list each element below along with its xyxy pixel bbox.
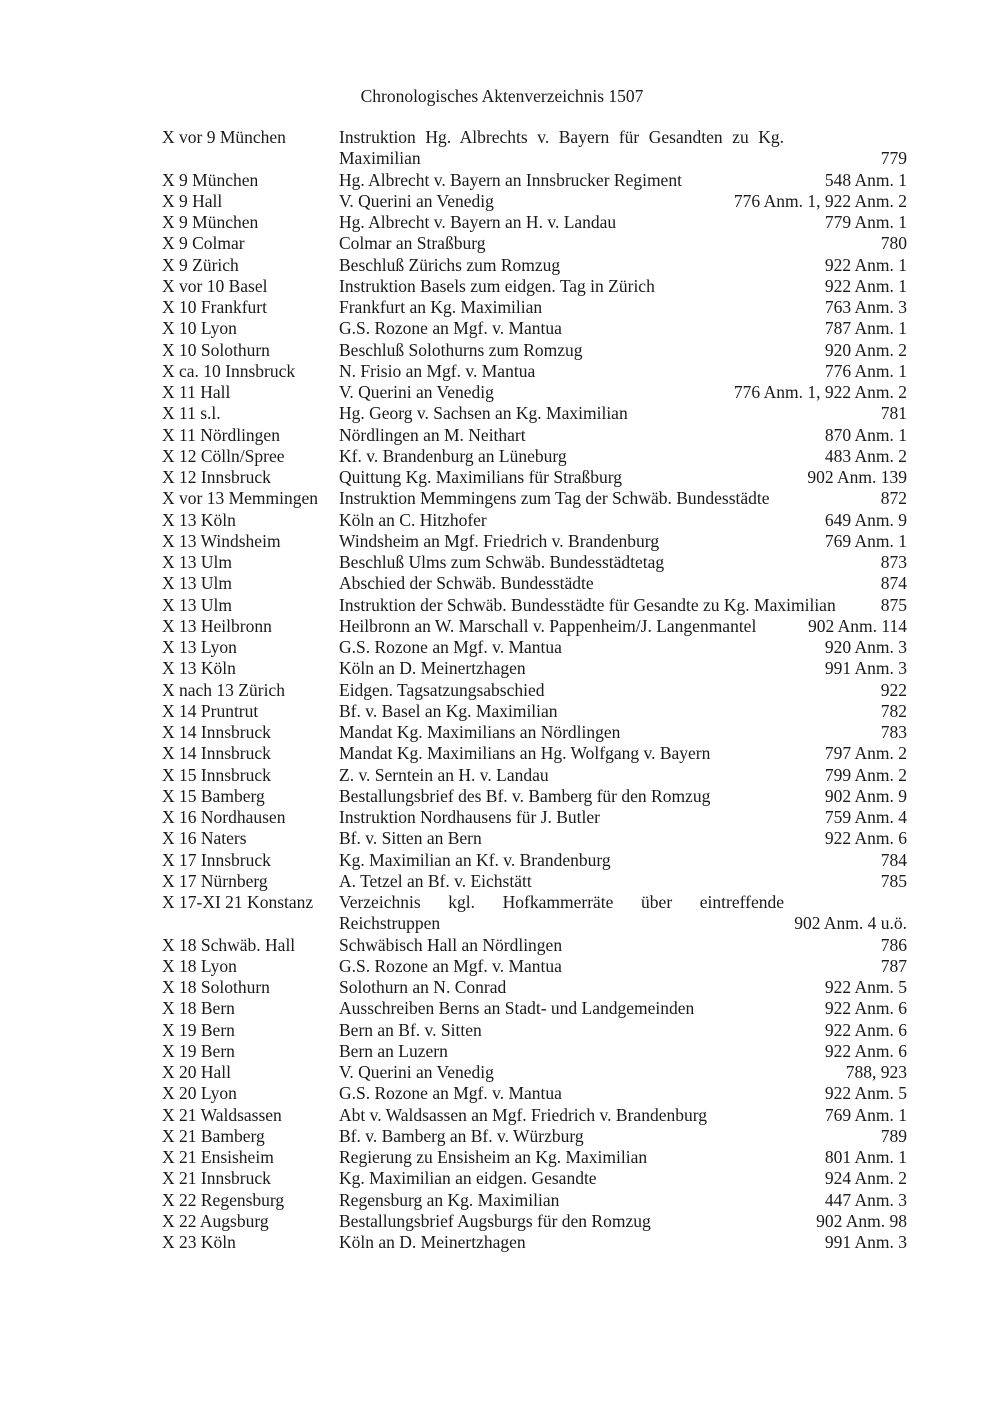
entry-description: V. Querini an Venedig [339,382,494,402]
list-item [162,318,907,339]
entry-date: X 10 Lyon [162,318,237,339]
entry-date: X ca. 10 Innsbruck [162,360,296,381]
entry-date: X 11 s.l. [162,403,221,424]
entry-description: Regensburg an Kg. Maximilian [339,1189,560,1210]
entry-description: Bestallungsbrief des Bf. v. Bamberg für den Romzug [339,785,711,806]
list-item [162,892,907,935]
entry-reference: 922 Anm. 1 [824,275,907,296]
entry-description: Köln an D. Meinertzhagen [339,658,526,679]
entry-date: X 13 Köln [162,658,236,679]
entry-reference: 769 Anm. 1 [824,530,907,551]
entry-reference: 763 Anm. 3 [824,297,907,317]
entry-reference: 786 [880,934,907,955]
entry-reference: 991 Anm. 3 [824,1232,907,1252]
entry-date: X 21 Ensisheim [162,1147,274,1167]
list-item [162,170,907,191]
entry-description: Z. v. Serntein an H. v. Landau [339,764,549,785]
entry-reference: 483 Anm. 2 [824,445,907,466]
entry-reference: 769 Anm. 1 [824,1104,907,1125]
entry-date: X 19 Bern [162,1019,235,1040]
list-item [162,1062,907,1083]
entry-date: X 10 Frankfurt [162,297,267,317]
entry-description: Schwäbisch Hall an Nördlingen [339,934,563,955]
entry-reference: 870 Anm. 1 [824,424,907,445]
entry-reference: 548 Anm. 1 [824,169,907,190]
entry-description: Nördlingen an M. Neithart [339,424,526,445]
entry-description: Bf. v. Basel an Kg. Maximilian [339,700,558,721]
list-item [162,1211,907,1232]
entry-description: Bestallungsbrief Augsburgs für den Romzug [339,1210,651,1231]
entry-description: Köln an C. Hitzhofer [339,509,487,530]
entry-reference: 780 [880,233,907,254]
entry-reference: 902 Anm. 9 [824,785,907,806]
entry-description: Kg. Maximilian an Kf. v. Brandenburg [339,849,611,870]
entry-description: Instruktion der Schwäb. Bundesstädte für Gesandte zu Kg. Maximilian [339,594,836,615]
list-item [162,510,907,531]
entry-date: X 17 Nürnberg [162,870,268,891]
list-item [162,467,907,488]
entry-reference: 759 Anm. 4 [824,807,907,827]
entry-reference: 787 Anm. 1 [824,318,907,339]
entry-date: X 13 Ulm [162,552,232,572]
entry-reference: 922 [880,679,907,700]
entry-reference: 784 [880,849,907,870]
entry-date: X 9 Zürich [162,254,239,275]
entry-date: X 16 Nordhausen [162,807,286,827]
entry-description: Regierung zu Ensisheim an Kg. Maximilian [339,1147,648,1167]
entry-description: Instruktion Basels zum eidgen. Tag in Zürich [339,275,655,296]
entry-description: Bf. v. Bamberg an Bf. v. Würzburg [339,1125,584,1146]
entry-reference: 922 Anm. 6 [824,1019,907,1040]
entry-date: X 18 Schwäb. Hall [162,934,296,955]
list-item [162,977,907,998]
entry-description: A. Tetzel an Bf. v. Eichstätt [339,870,532,891]
entry-date: X vor 13 Memmingen [162,488,319,509]
list-item [162,361,907,382]
entry-reference: 797 Anm. 2 [824,743,907,764]
list-item [162,1020,907,1041]
entry-reference: 920 Anm. 2 [824,339,907,360]
entry-reference: 781 [880,403,907,424]
entry-reference: 873 [880,552,907,572]
entry-reference: 782 [880,700,907,721]
list-item [162,425,907,446]
list-item [162,680,907,701]
entry-date: X 21 Innsbruck [162,1168,271,1189]
entry-date: X 19 Bern [162,1040,235,1061]
list-item [162,233,907,254]
list-item [162,1190,907,1211]
entry-reference: 872 [880,488,907,509]
entry-description: Hg. Albrecht v. Bayern an H. v. Landau [339,212,617,232]
entry-description: N. Frisio an Mgf. v. Mantua [339,360,536,381]
entry-date: X 20 Lyon [162,1083,237,1104]
list-item [162,722,907,743]
entry-description: V. Querini an Venedig [339,190,494,211]
entry-reference: 649 Anm. 9 [824,509,907,530]
entry-date: X 11 Nördlingen [162,424,280,445]
entry-description: Quittung Kg. Maximilians für Straßburg [339,467,623,487]
list-item [162,998,907,1019]
entry-date: X vor 10 Basel [162,275,268,296]
entry-date: X 9 München [162,169,259,190]
entry-description: Bf. v. Sitten an Bern [339,828,482,849]
list-item [162,297,907,318]
list-item [162,1168,907,1189]
list-item [162,531,907,552]
list-item [162,765,907,786]
entry-description: Ausschreiben Berns an Stadt- und Landgemeinden [339,998,695,1019]
entry-description: G.S. Rozone an Mgf. v. Mantua [339,1083,562,1104]
entry-reference: 922 Anm. 5 [824,977,907,997]
entry-description: G.S. Rozone an Mgf. v. Mantua [339,318,562,339]
entry-date: X 16 Naters [162,828,247,849]
list-item [162,701,907,722]
list-item [162,637,907,658]
entry-date: X 18 Solothurn [162,977,270,997]
list-item [162,276,907,297]
entry-date: X 15 Bamberg [162,785,265,806]
list-item [162,850,907,871]
list-item [162,488,907,509]
entry-description: Kf. v. Brandenburg an Lüneburg [339,445,567,466]
entry-date: X 13 Köln [162,509,236,530]
list-item [162,1083,907,1104]
entry-description: Mandat Kg. Maximilians an Nördlingen [339,722,621,742]
entry-date: X 22 Regensburg [162,1189,285,1210]
entry-reference: 779 [880,148,907,169]
entry-reference: 902 Anm. 4 u.ö. [794,913,907,934]
entry-date: X 12 Cölln/Spree [162,445,285,466]
entry-reference: 785 [880,870,907,891]
entry-reference: 920 Anm. 3 [824,637,907,657]
list-item [162,956,907,977]
list-item [162,573,907,594]
entry-list [162,127,907,1253]
entry-reference: 922 Anm. 1 [824,254,907,275]
list-item [162,807,907,828]
entry-reference: 787 [880,955,907,976]
entry-reference: 776 Anm. 1 [824,360,907,381]
list-item [162,403,907,424]
list-item [162,127,907,170]
entry-reference: 874 [880,573,907,594]
entry-description: Bern an Bf. v. Sitten [339,1019,482,1040]
entry-description: Instruktion Hg. Albrechts v. Bayern für Gesandten zu Kg. Maximilian [339,127,784,169]
list-item [162,935,907,956]
entry-description: Instruktion Memmingens zum Tag der Schwäb. Bundesstädte [339,488,770,509]
entry-date: X 12 Innsbruck [162,467,271,487]
entry-description: Verzeichnis kgl. Hofkammerräte über eintreffende Reichstruppen [339,892,784,934]
list-item [162,658,907,679]
entry-date: X 11 Hall [162,382,231,402]
entry-description: Heilbronn an W. Marschall v. Pappenheim/J. Langenmantel [339,615,757,636]
list-item [162,212,907,233]
entry-description: Solothurn an N. Conrad [339,977,507,997]
entry-description: Colmar an Straßburg [339,233,486,254]
entry-reference: 902 Anm. 139 [807,467,907,487]
list-item [162,382,907,403]
entry-description: Instruktion Nordhausens für J. Butler [339,807,601,827]
entry-date: X 13 Ulm [162,573,232,594]
entry-description: Hg. Georg v. Sachsen an Kg. Maximilian [339,403,628,424]
entry-reference: 801 Anm. 1 [824,1147,907,1167]
entry-reference: 902 Anm. 98 [816,1210,907,1231]
entry-description: Köln an D. Meinertzhagen [339,1232,526,1252]
entry-date: X 9 Colmar [162,233,245,254]
list-item [162,828,907,849]
entry-date: X 9 München [162,212,259,232]
list-item [162,616,907,637]
list-item [162,255,907,276]
list-item [162,191,907,212]
entry-description: Beschluß Ulms zum Schwäb. Bundesstädtetag [339,552,665,572]
entry-reference: 902 Anm. 114 [807,615,907,636]
entry-reference: 447 Anm. 3 [824,1189,907,1210]
entry-description: Abschied der Schwäb. Bundesstädte [339,573,594,594]
entry-reference: 991 Anm. 3 [824,658,907,679]
entry-reference: 783 [880,722,907,742]
entry-description: Kg. Maximilian an eidgen. Gesandte [339,1168,597,1189]
entry-date: X 14 Innsbruck [162,722,271,742]
entry-reference: 776 Anm. 1, 922 Anm. 2 [733,382,907,402]
list-item [162,1126,907,1147]
list-item [162,552,907,573]
entry-date: X 13 Heilbronn [162,615,272,636]
entry-reference: 922 Anm. 6 [824,828,907,849]
entry-date: X 13 Lyon [162,637,237,657]
list-item [162,1232,907,1253]
entry-description: G.S. Rozone an Mgf. v. Mantua [339,637,562,657]
list-item [162,1105,907,1126]
entry-description: Bern an Luzern [339,1040,448,1061]
list-item [162,446,907,467]
list-item [162,871,907,892]
entry-date: X 18 Lyon [162,955,237,976]
entry-description: Frankfurt an Kg. Maximilian [339,297,543,317]
list-item [162,786,907,807]
list-item [162,1147,907,1168]
entry-date: X 10 Solothurn [162,339,270,360]
entry-reference: 875 [880,594,907,615]
entry-date: X 20 Hall [162,1062,232,1082]
entry-reference: 922 Anm. 6 [824,1040,907,1061]
entry-description: Eidgen. Tagsatzungsabschied [339,679,545,700]
entry-description: V. Querini an Venedig [339,1062,494,1082]
entry-reference: 922 Anm. 5 [824,1083,907,1104]
entry-reference: 922 Anm. 6 [824,998,907,1019]
entry-date: X 14 Innsbruck [162,743,271,764]
entry-description: G.S. Rozone an Mgf. v. Mantua [339,955,562,976]
entry-date: X 21 Waldsassen [162,1104,282,1125]
entry-date: X 13 Windsheim [162,530,281,551]
entry-date: X 23 Köln [162,1232,236,1252]
entry-reference: 799 Anm. 2 [824,764,907,785]
entry-description: Beschluß Solothurns zum Romzug [339,339,583,360]
entry-date: X 21 Bamberg [162,1125,265,1146]
page-header: Chronologisches Aktenverzeichnis 1507 [360,86,644,106]
entry-date: X 17-XI 21 Konstanz [162,892,314,912]
entry-date: X nach 13 Zürich [162,679,285,700]
entry-date: X 14 Pruntrut [162,700,259,721]
entry-date: X 13 Ulm [162,594,232,615]
entry-reference: 789 [880,1125,907,1146]
entry-description: Beschluß Zürichs zum Romzug [339,254,561,275]
entry-date: X 9 Hall [162,190,223,211]
entry-description: Abt v. Waldsassen an Mgf. Friedrich v. Brandenburg [339,1104,707,1125]
entry-date: X 17 Innsbruck [162,849,271,870]
list-item [162,595,907,616]
entry-description: Mandat Kg. Maximilians an Hg. Wolfgang v. Bayern [339,743,711,764]
entry-reference: 788, 923 [845,1062,907,1082]
entry-date: X 22 Augsburg [162,1210,269,1231]
entry-reference: 779 Anm. 1 [824,212,907,232]
list-item [162,743,907,764]
entry-date: X vor 9 München [162,127,286,147]
list-item [162,340,907,361]
entry-description: Hg. Albrecht v. Bayern an Innsbrucker Regiment [339,169,682,190]
entry-date: X 15 Innsbruck [162,764,271,785]
entry-reference: 776 Anm. 1, 922 Anm. 2 [733,190,907,211]
entry-description: Windsheim an Mgf. Friedrich v. Brandenburg [339,530,660,551]
list-item [162,1041,907,1062]
entry-reference: 924 Anm. 2 [824,1168,907,1189]
entry-date: X 18 Bern [162,998,235,1019]
